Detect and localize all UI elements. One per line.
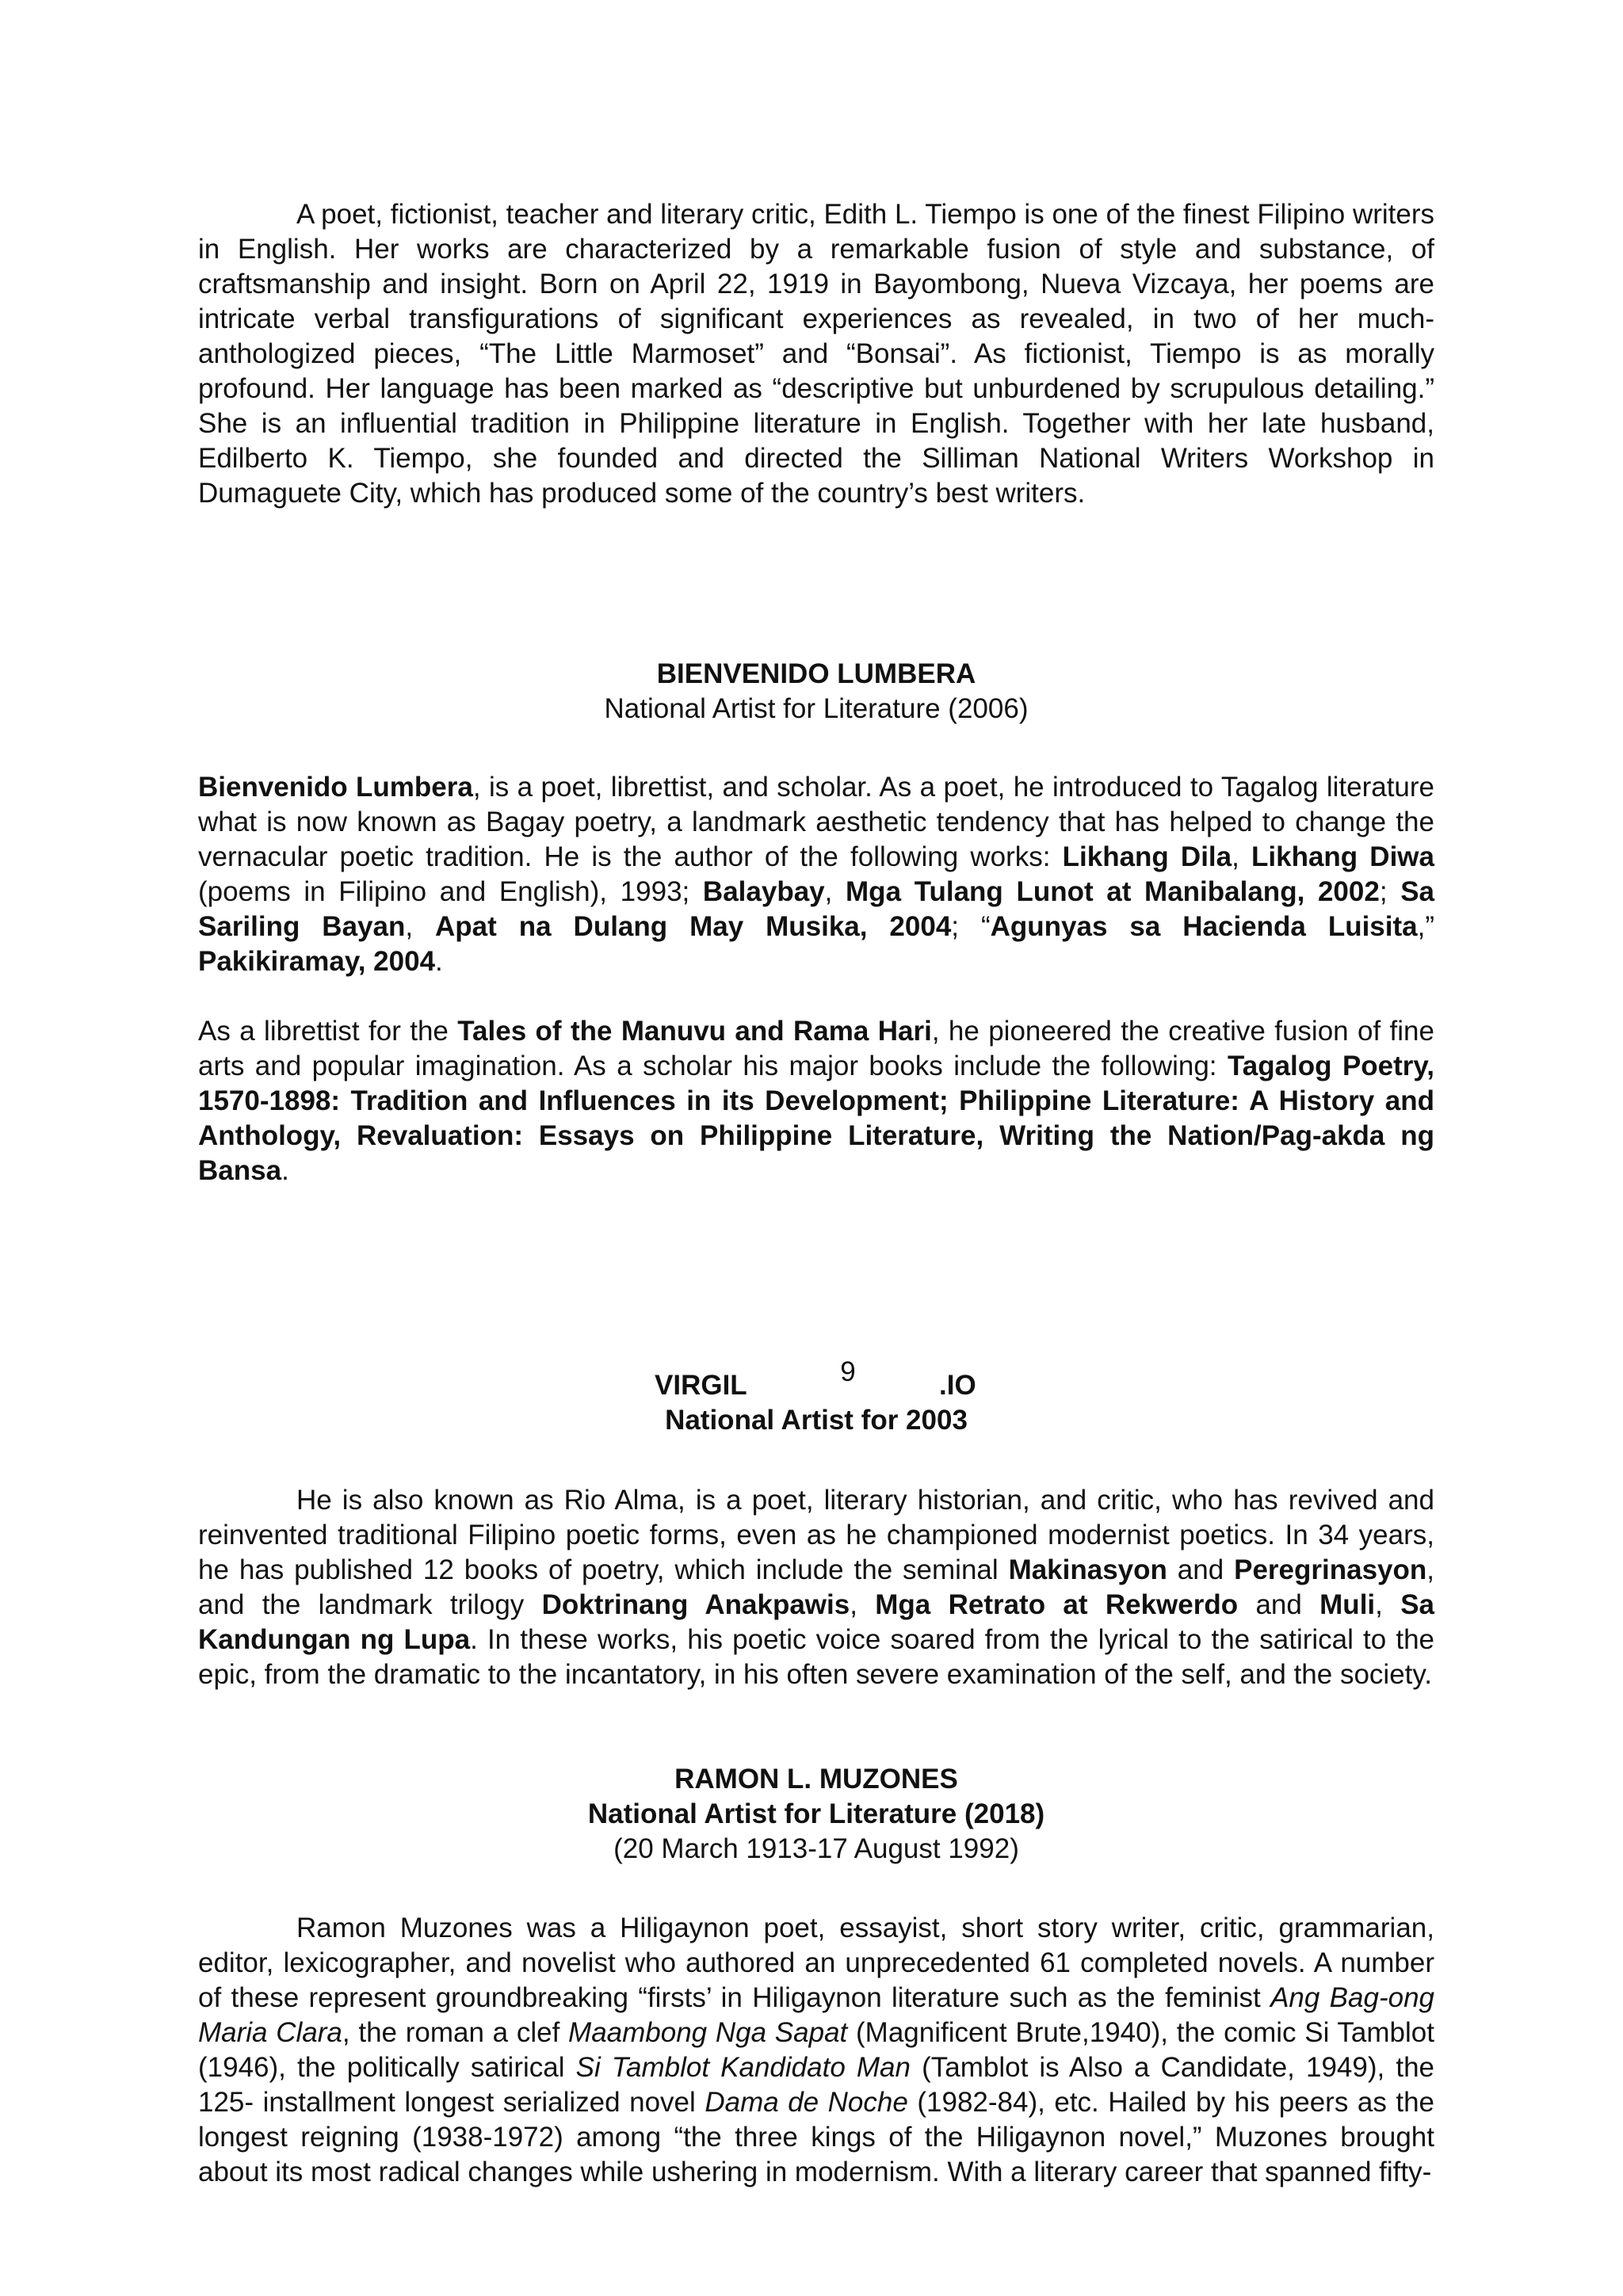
text-run: , <box>824 876 846 907</box>
work-title: Likhang Diwa <box>1251 841 1434 872</box>
work-title: Sa Sariling Bayan <box>198 876 1435 942</box>
text-run: As a librettist for the <box>198 1016 458 1047</box>
muzones-paragraph <box>198 1911 1434 2190</box>
text-run: (Magnificent Brute,1940), the comic Si Tamblot (1946), the politically satirical <box>198 2017 1434 2083</box>
text-run: (1982-84), etc. Hailed by his peers as the longest reigning (1938-1972) among “the three kings of the Hiligaynon novel,” Muzones brought about its most radical changes while ushering in modernism. With a literary career that spanned fifty- <box>198 2087 1435 2187</box>
text-run: , is a poet, librettist, and scholar. As a poet, he introduced to Tagalog literature what is now known as Bagay poetry, a landmark aesthetic tendency that has helped to change the vernacular poetic tradition. He is the author of the following works: <box>198 772 1435 872</box>
work-title-italic: Maambong Nga Sapat <box>568 2017 848 2048</box>
almario-bio-text <box>198 1483 1434 1692</box>
text-run: , <box>850 1589 876 1620</box>
work-title: Pakikiramay, 2004 <box>198 946 436 977</box>
text-run: . In these works, his poetic voice soared from the lyrical to the satirical to the epic, from the dramatic to the incantatory, in his often severe examination of the self, and the society. <box>198 1624 1434 1690</box>
lumbera-name-bold: Bienvenido Lumbera <box>198 772 473 803</box>
work-title: Likhang Dila <box>1062 841 1232 872</box>
lumbera-bio-text <box>198 770 1434 979</box>
work-title: Agunyas sa Hacienda Luisita <box>990 911 1418 942</box>
work-title: Apat na Dulang May Musika, 2004 <box>435 911 952 942</box>
text-run: , he pioneered the creative fusion of fine arts and popular imagination. As a scholar his major books include the following: <box>198 1016 1434 1081</box>
muzones-heading: RAMON L. MUZONES <box>674 1764 958 1794</box>
work-title: Tales of the Manuvu and Rama Hari <box>457 1016 932 1047</box>
almario-heading-right: .IO <box>939 1370 976 1401</box>
text-run: ; <box>1379 876 1401 907</box>
work-title: Peregrinasyon <box>1234 1554 1427 1585</box>
muzones-award: National Artist for Literature (2018) <box>587 1798 1045 1829</box>
text-run: and <box>1238 1589 1320 1620</box>
almario-heading-left: VIRGIL <box>655 1370 747 1401</box>
text-run: , <box>1232 841 1251 872</box>
tiempo-paragraph: A poet, fictionist, teacher and literary critic, Edith L. Tiempo is one of the finest Filipino writers in English. Her works are characterized by a remarkable fusion of style and substance, of craftsmanship and insight. Born on April 22, 1919 in Bayombong, Nueva Vizcaya, her poems are intricate verbal transfigurations of significant experiences as revealed, in two of her much-anthologized pieces, “The Little Marmoset” and “Bonsai”. As fictionist, Tiempo is as morally profound. Her language has been marked as “descriptive but unburdened by scrupulous detailing.” She is an influential tradition in Philippine literature in English. Together with her late husband, Edilberto K. Tiempo, she founded and directed the Silliman National Writers Workshop in Dumaguete City, which has produced some of the country’s best writers. <box>198 199 1434 509</box>
text-run: , the roman a clef <box>342 2017 569 2048</box>
lumbera-heading: BIENVENIDO LUMBERA <box>656 658 976 689</box>
text-run: ; “ <box>951 911 991 942</box>
work-title: Doktrinang Anakpawis <box>541 1589 850 1620</box>
text-run: , and the landmark trilogy <box>198 1554 1434 1620</box>
lumbera-award: National Artist for Literature (2006) <box>604 693 1029 724</box>
text-run: (poems in Filipino and English), 1993; <box>198 876 703 907</box>
text-run: ,” <box>1417 911 1434 942</box>
work-title-italic: Ang Bag-ong Maria Clara <box>198 1982 1435 2048</box>
text-run: . <box>435 946 443 977</box>
text-run: Ramon Muzones was a Hiligaynon poet, essayist, short story writer, critic, grammarian, editor, lexicographer, and novelist who authored an unprecedented 61 completed novels. A number of these represent groundbreaking “firsts’ in Hiligaynon literature such as the feminist <box>198 1913 1434 2013</box>
work-title: Sa Kandungan ng Lupa <box>198 1589 1434 1655</box>
lumbera-librettist-text <box>198 1014 1434 1188</box>
work-title: Makinasyon <box>1008 1554 1167 1585</box>
work-title: Tagalog Poetry, 1570-1898: Tradition and Influences in its Development; Philippine Literature: A History and Anthology, Revaluation: Essays on Philippine Literature, Writing the Nation/Pag-akda ng Bansa <box>198 1051 1434 1186</box>
lumbera-paragraph-2 <box>198 1014 1434 1188</box>
almario-award: National Artist for 2003 <box>665 1405 968 1436</box>
work-title: Mga Tulang Lunot at Manibalang, 2002 <box>846 876 1380 907</box>
work-title: Mga Retrato at Rekwerdo <box>875 1589 1239 1620</box>
work-title: Balaybay <box>702 876 825 907</box>
text-run: , <box>405 911 436 942</box>
page-number: 9 <box>840 1356 856 1387</box>
text-run: He is also known as Rio Alma, is a poet, literary historian, and critic, who has revived and reinvented traditional Filipino poetic forms, even as he championed modernist poetics. In 34 years, he has published 12 books of poetry, which include the seminal <box>198 1485 1434 1585</box>
work-title-italic: Dama de Noche <box>705 2087 908 2118</box>
tiempo-section <box>198 197 1434 511</box>
muzones-bio-text <box>198 1911 1434 2190</box>
almario-paragraph <box>198 1483 1434 1692</box>
work-title: Muli <box>1319 1589 1376 1620</box>
text-run: . <box>281 1155 289 1186</box>
text-run: and <box>1167 1554 1235 1585</box>
work-title-italic: Si Tamblot Kandidato Man <box>575 2052 911 2083</box>
muzones-dates: (20 March 1913-17 August 1992) <box>613 1833 1019 1864</box>
lumbera-paragraph-1 <box>198 770 1434 979</box>
text-run: (Tamblot is Also a Candidate, 1949), the 125- installment longest serialized novel <box>198 2052 1434 2118</box>
text-run: , <box>1375 1589 1401 1620</box>
